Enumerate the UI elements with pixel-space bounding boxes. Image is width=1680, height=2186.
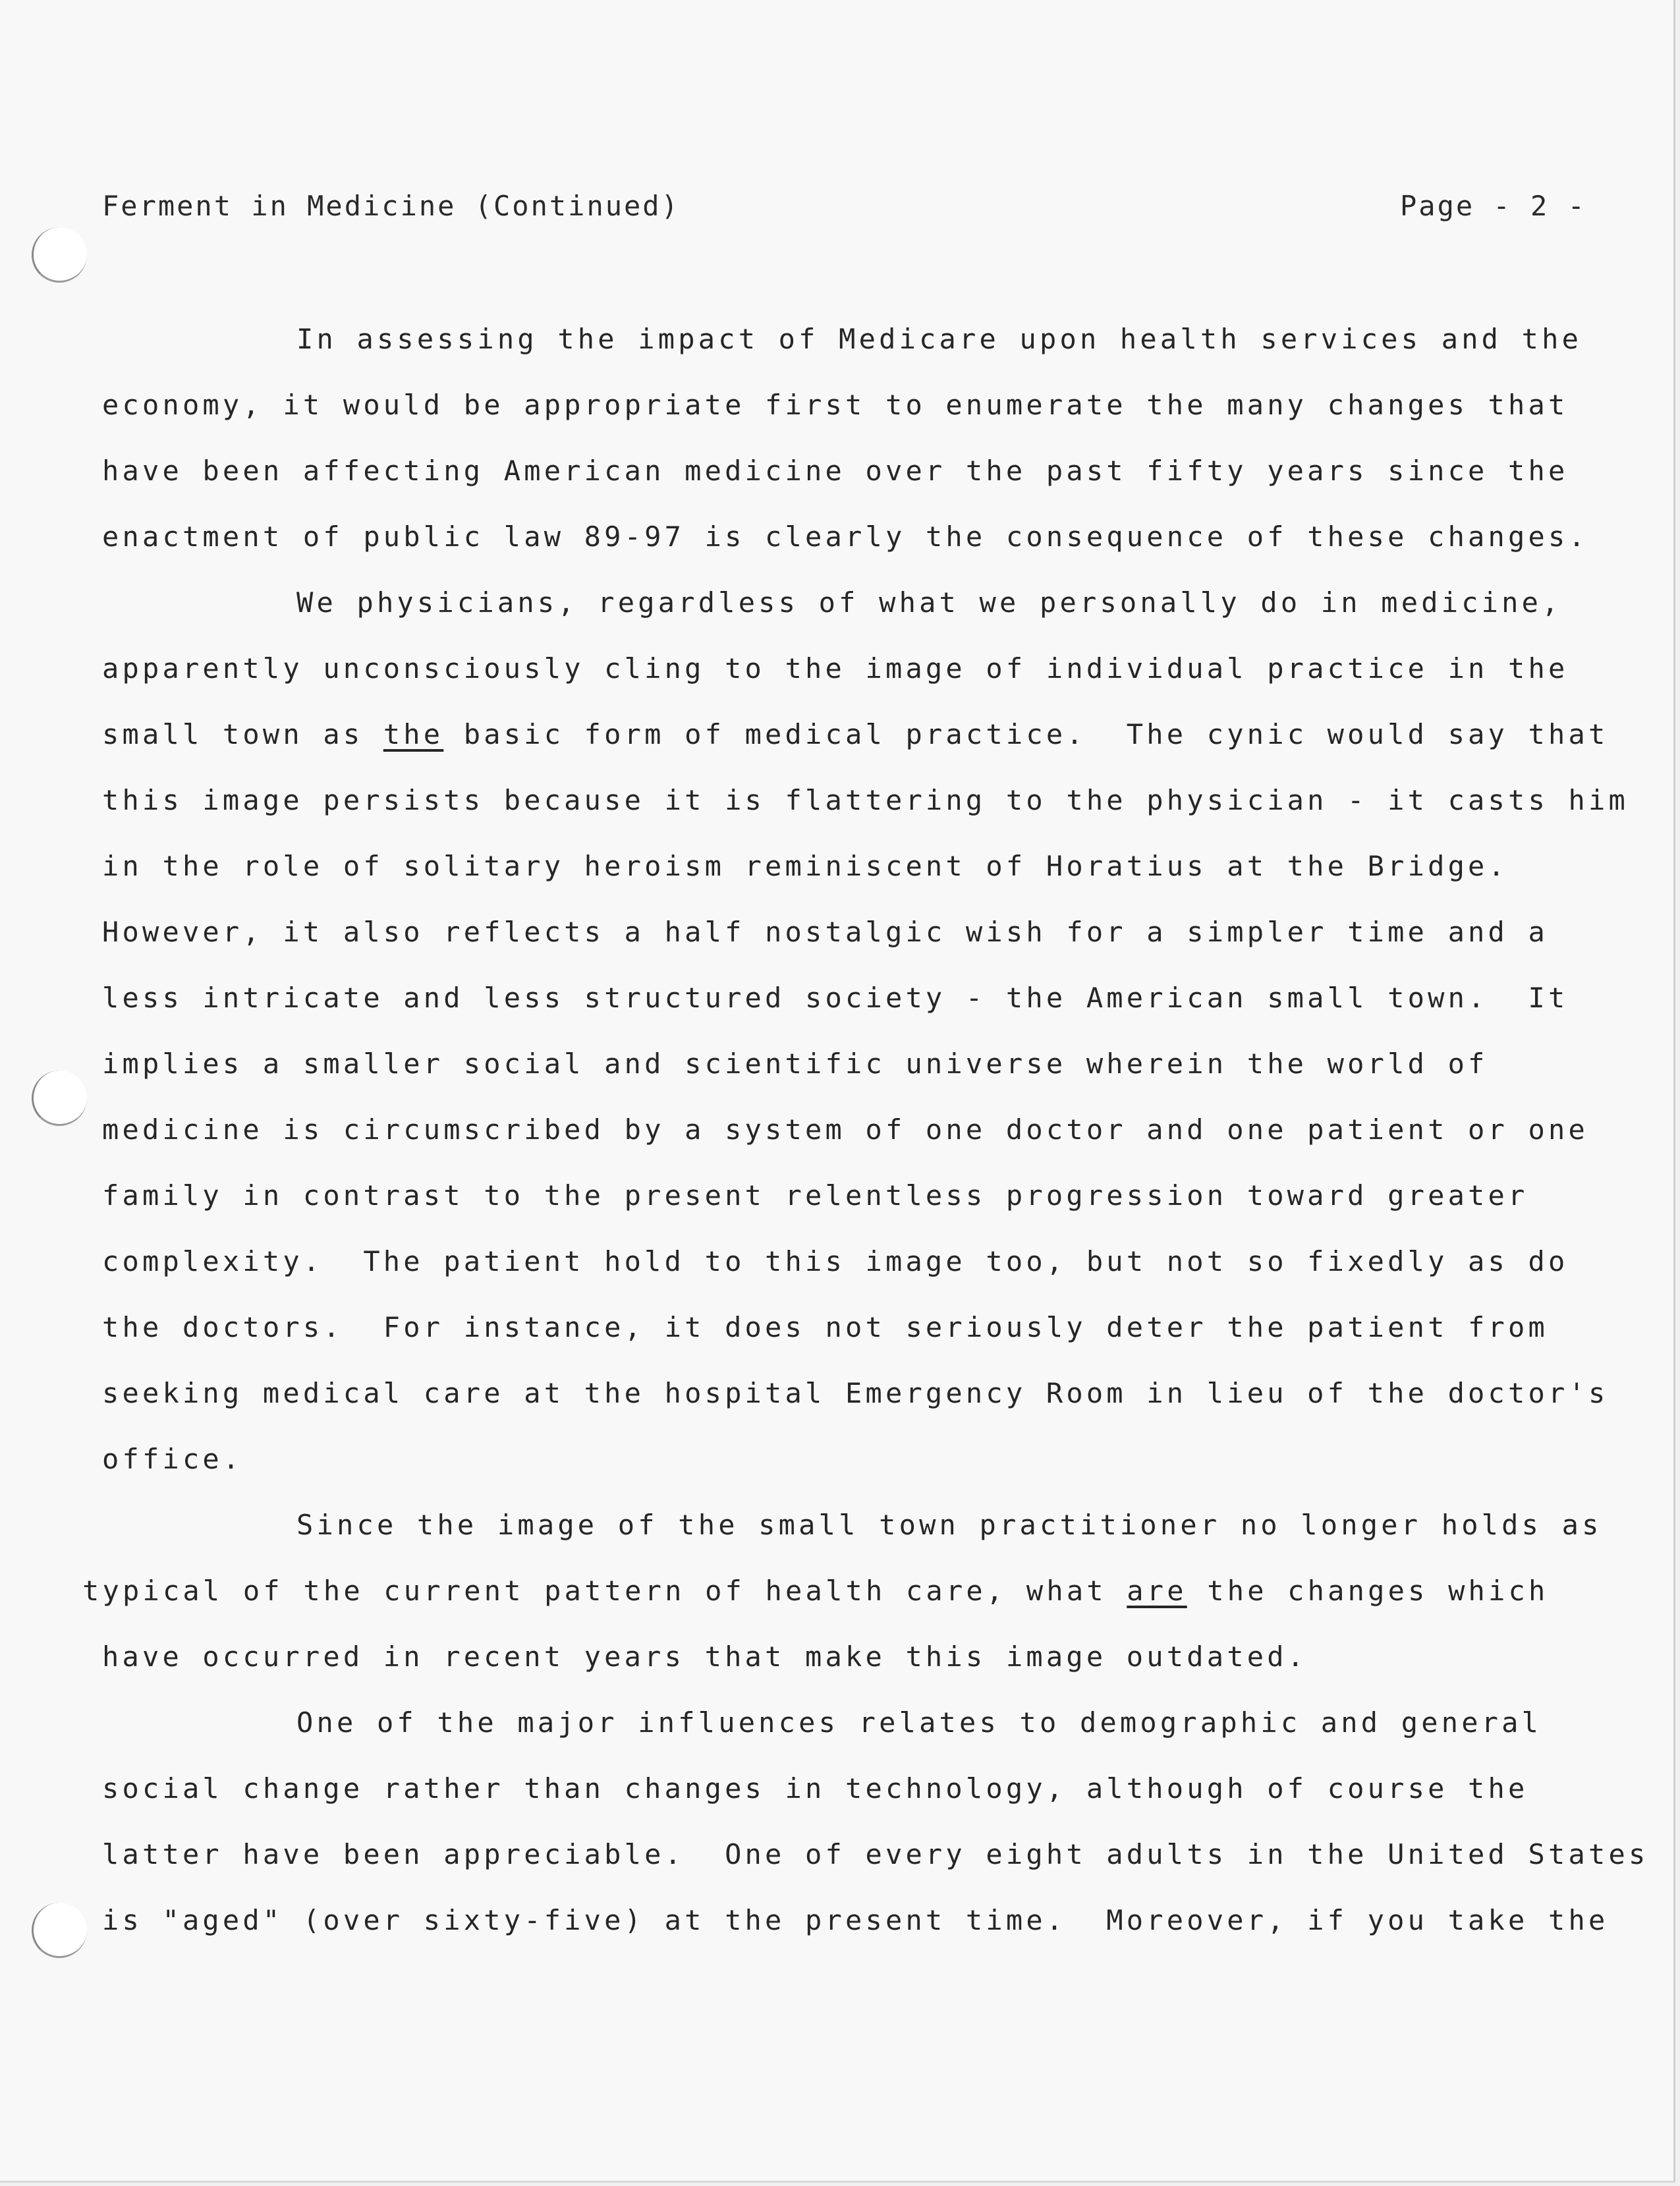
text-line: implies a smaller social and scientific universe wherein the world of <box>102 1048 1488 1080</box>
underlined-word: are <box>1127 1575 1187 1607</box>
text-line: In assessing the impact of Medicare upon health services and the <box>296 323 1582 355</box>
text-line: enactment of public law 89-97 is clearly the consequence of these changes. <box>102 520 1588 553</box>
text-line: We physicians, regardless of what we personally do in medicine, <box>296 586 1562 619</box>
document-title: Ferment in Medicine (Continued) <box>102 190 680 222</box>
punch-hole <box>32 227 87 283</box>
text-line: less intricate and less structured society - the American small town. It <box>102 982 1569 1014</box>
punch-hole <box>32 1071 87 1126</box>
punch-hole <box>32 1903 87 1958</box>
text-line: One of the major influences relates to demographic and general <box>296 1706 1542 1739</box>
text-line: this image persists because it is flattering to the physician - it casts him <box>102 784 1629 816</box>
text-segment: small town as <box>102 718 383 750</box>
text-line: complexity. The patient hold to this image too, but not so fixedly as do <box>102 1245 1569 1277</box>
underlined-word: the <box>383 718 444 750</box>
text-line: apparently unconsciously cling to the image of individual practice in the <box>102 652 1569 685</box>
text-segment: the changes which <box>1187 1575 1549 1607</box>
text-line: have occurred in recent years that make this image outdated. <box>102 1640 1308 1673</box>
text-line <box>102 718 1608 750</box>
page-number: Page - 2 - <box>1400 190 1586 222</box>
text-line: in the role of solitary heroism reminiscent of Horatius at the Bridge. <box>102 850 1509 882</box>
text-line: office. <box>102 1443 243 1475</box>
text-line: Since the image of the small town practitioner no longer holds as <box>296 1509 1602 1541</box>
text-segment: basic form of medical practice. The cynic would say that <box>443 718 1609 750</box>
text-line: is "aged" (over sixty-five) at the present time. Moreover, if you take the <box>102 1904 1609 1936</box>
text-line: However, it also reflects a half nostalgic wish for a simpler time and a <box>102 916 1549 948</box>
text-line: family in contrast to the present relentless progression toward greater <box>102 1179 1528 1212</box>
text-line: seeking medical care at the hospital Emergency Room in lieu of the doctor's <box>102 1377 1609 1409</box>
text-line: have been affecting American medicine over the past fifty years since the <box>102 455 1569 487</box>
text-line: economy, it would be appropriate first to enumerate the many changes that <box>102 389 1569 421</box>
text-line <box>82 1575 1549 1607</box>
text-line: the doctors. For instance, it does not seriously deter the patient from <box>102 1311 1549 1343</box>
text-line: social change rather than changes in technology, although of course the <box>102 1772 1528 1805</box>
text-line: medicine is circumscribed by a system of one doctor and one patient or one <box>102 1113 1588 1146</box>
text-segment: typical of the current pattern of health care, what <box>82 1575 1127 1607</box>
text-line: latter have been appreciable. One of every eight adults in the United States <box>102 1838 1649 1870</box>
